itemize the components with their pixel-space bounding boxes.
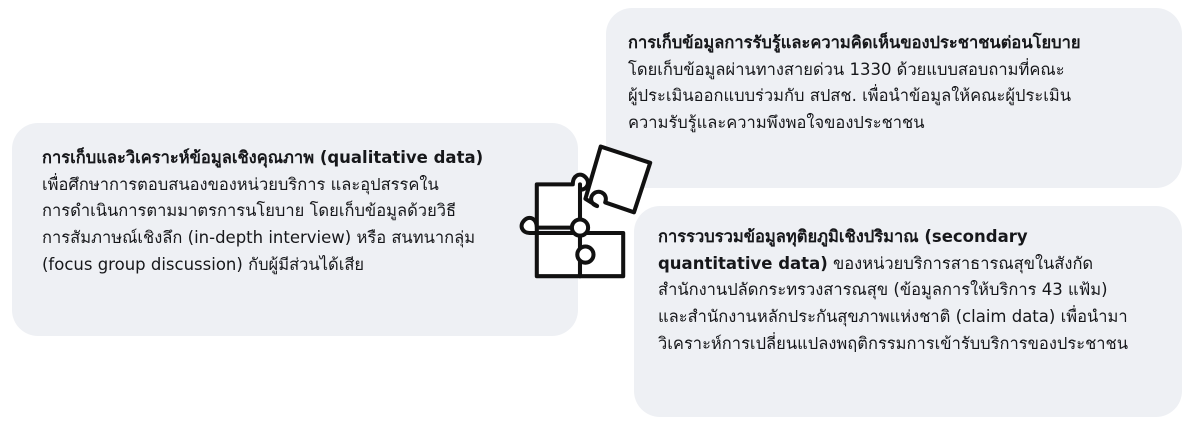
jigsaw-puzzle-icon <box>508 134 688 314</box>
panel-qualitative-line-1: เพื่อศึกษาการตอบสนองของหน่วยบริการ และอุปสรรคใน <box>42 174 439 194</box>
panel-policy-awareness-line-3: ความรับรู้และความพึงพอใจของประชาชน <box>628 113 925 133</box>
panel-quantitative-line-1: สำนักงานปลัดกระทรวงสารณสุข (ข้อมูลการให้บริการ 43 แฟ้ม) <box>658 280 1108 300</box>
panel-quantitative-title-tail: ของหน่วยบริการสาธารณสุขในสังกัด <box>827 253 1094 273</box>
panel-qualitative-title: การเก็บและวิเคราะห์ข้อมูลเชิงคุณภาพ (qualitative data) <box>42 148 484 167</box>
panel-policy-awareness-line-1: โดยเก็บข้อมูลผ่านทางสายด่วน 1330 ด้วยแบบสอบถามที่คณะ <box>628 59 1065 79</box>
panel-quantitative-title-line-1: การรวบรวมข้อมูลทุติยภูมิเชิงปริมาณ (secondary <box>658 227 1028 246</box>
panel-quantitative-title-tail-bold: quantitative data) <box>658 253 828 273</box>
panel-policy-awareness <box>606 8 1182 188</box>
panel-quantitative-title-line-2 <box>658 251 1160 278</box>
panel-policy-awareness-line-2: ผู้ประเมินออกแบบร่วมกับ สปสช. เพื่อนำข้อมูลให้คณะผู้ประเมิน <box>628 86 1072 106</box>
panel-quantitative-line-3: วิเคราะห์การเปลี่ยนแปลงพฤติกรรมการเข้ารับบริการของประชาชน <box>658 333 1129 353</box>
panel-policy-awareness-title: การเก็บข้อมูลการรับรู้และความคิดเห็นของประชาชนต่อนโยบาย <box>628 33 1081 52</box>
panel-quantitative-line-2: และสำนักงานหลักประกันสุขภาพแห่งชาติ (claim data) เพื่อนำมา <box>658 307 1128 327</box>
panel-quantitative <box>634 206 1182 417</box>
panel-qualitative-line-4: (focus group discussion) กับผู้มีส่วนได้เสีย <box>42 254 365 274</box>
panel-qualitative <box>12 123 578 336</box>
panel-qualitative-line-3: การสัมภาษณ์เชิงลึก (in-depth interview) หรือ สนทนากลุ่ม <box>42 228 476 248</box>
panel-qualitative-line-2: การดำเนินการตามมาตรการนโยบาย โดยเก็บข้อมูลด้วยวิธี <box>42 201 457 221</box>
